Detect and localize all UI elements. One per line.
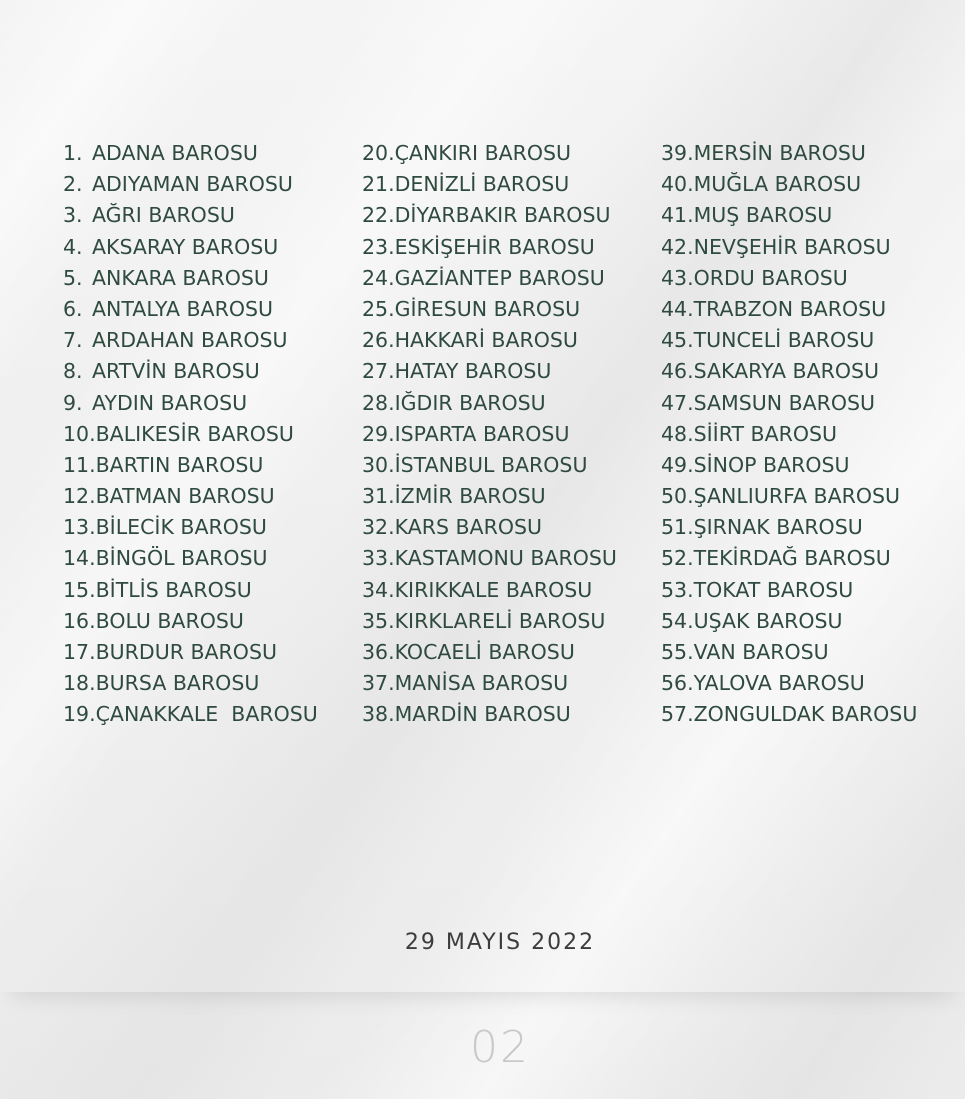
list-item-name: BİTLİS BAROSU: [95, 577, 252, 602]
list-item: [362, 512, 617, 543]
list-item-number: 34.: [362, 577, 395, 602]
list-item-name: BARTIN BAROSU: [95, 452, 264, 477]
list-item-number: 49.: [661, 452, 694, 477]
list-item-number: 7.: [63, 328, 83, 353]
list-item-number: 8.: [63, 359, 83, 384]
list-item-name: KASTAMONU BAROSU: [394, 546, 617, 571]
list-item-number: 5.: [63, 265, 83, 290]
list-item-number: 30.: [362, 452, 395, 477]
list-item-number: 1.: [63, 141, 83, 165]
list-item-name: GİRESUN BAROSU: [394, 296, 581, 321]
list-item-name: BOLU BAROSU: [95, 608, 244, 633]
list-item-name: BURSA BAROSU: [95, 671, 260, 696]
page-number: 02: [470, 1022, 530, 1073]
list-item: [661, 450, 917, 481]
list-column-1: [63, 138, 318, 731]
list-item: [362, 575, 617, 606]
list-item-number: 41.: [661, 203, 694, 228]
list-column-2: [362, 138, 617, 731]
list-item: [661, 606, 917, 637]
list-item-name: ORDU BAROSU: [693, 265, 848, 290]
list-item-name: ANKARA BAROSU: [92, 265, 269, 290]
list-item: [63, 450, 318, 481]
list-item-number: 12.: [63, 484, 96, 509]
list-item-name: ISPARTA BAROSU: [394, 421, 570, 446]
list-item-number: 31.: [362, 484, 395, 509]
list-item-name: DENİZLİ BAROSU: [394, 172, 570, 197]
list-item-name: IĞDIR BAROSU: [394, 390, 546, 415]
list-item-number: 20.: [362, 141, 395, 165]
list-item-name: ARDAHAN BAROSU: [92, 328, 288, 353]
list-column-3: [661, 138, 917, 731]
document-date: 29 MAYIS 2022: [404, 930, 596, 955]
list-item-number: 11.: [63, 452, 96, 477]
list-item-name: İSTANBUL BAROSU: [394, 452, 588, 477]
list-item: [362, 543, 617, 574]
list-item-name: HATAY BAROSU: [394, 359, 552, 384]
list-item-number: 42.: [661, 234, 694, 259]
list-item-number: 4.: [63, 234, 83, 259]
list-item: [661, 419, 917, 450]
list-item-name: HAKKARİ BAROSU: [394, 328, 578, 353]
list-item: [63, 481, 318, 512]
list-item-number: 18.: [63, 671, 96, 696]
list-item-number: 21.: [362, 172, 395, 197]
list-item: [362, 450, 617, 481]
list-item-number: 2.: [63, 172, 83, 197]
list-item: [362, 200, 617, 231]
list-item-number: 53.: [661, 577, 694, 602]
list-item: [63, 575, 318, 606]
list-item: [63, 232, 318, 263]
list-item: [362, 232, 617, 263]
list-item-name: AĞRI BAROSU: [92, 203, 235, 228]
list-item-name: GAZİANTEP BAROSU: [394, 265, 605, 290]
list-item-number: 6.: [63, 296, 83, 321]
list-item-number: 44.: [661, 296, 694, 321]
list-item-name: DİYARBAKIR BAROSU: [394, 203, 611, 228]
list-item-name: BİLECİK BAROSU: [95, 515, 267, 540]
list-item: [362, 294, 617, 325]
list-item-number: 54.: [661, 608, 694, 633]
list-item-name: TOKAT BAROSU: [693, 577, 854, 602]
list-item: [362, 138, 617, 169]
list-item-number: 55.: [661, 640, 694, 664]
list-item: [661, 699, 917, 730]
list-item: [362, 419, 617, 450]
list-item: [63, 263, 318, 294]
list-item: [63, 668, 318, 699]
list-item: [661, 263, 917, 294]
list-item-number: 25.: [362, 296, 395, 321]
list-item-name: ADIYAMAN BAROSU: [92, 172, 293, 197]
list-item-number: 13.: [63, 515, 96, 540]
list-item-number: 38.: [362, 702, 395, 727]
list-item-number: 33.: [362, 546, 395, 571]
list-item-number: 47.: [661, 390, 694, 415]
list-item-name: KOCAELİ BAROSU: [394, 640, 575, 664]
list-item-name: AYDIN BAROSU: [92, 390, 248, 415]
list-item-name: ÇANKIRI BAROSU: [394, 141, 572, 165]
list-item: [63, 419, 318, 450]
list-item: [661, 512, 917, 543]
list-item-number: 19.: [63, 702, 96, 727]
list-item-name: BALIKESİR BAROSU: [95, 421, 294, 446]
list-item-name: SAKARYA BAROSU: [693, 359, 880, 384]
list-item-name: SİİRT BAROSU: [693, 421, 837, 446]
list-item: [661, 138, 917, 169]
list-item-number: 35.: [362, 608, 395, 633]
list-item: [362, 668, 617, 699]
list-item-number: 22.: [362, 203, 395, 228]
list-item: [661, 668, 917, 699]
list-item: [63, 294, 318, 325]
list-item-name: ÇANAKKALE BAROSU: [95, 702, 318, 727]
list-item-name: AKSARAY BAROSU: [92, 234, 279, 259]
list-item-number: 36.: [362, 640, 395, 664]
list-item-number: 24.: [362, 265, 395, 290]
list-item-number: 23.: [362, 234, 395, 259]
list-item-name: BİNGÖL BAROSU: [95, 546, 268, 571]
list-item-name: TRABZON BAROSU: [693, 296, 887, 321]
list-item-name: ANTALYA BAROSU: [92, 296, 273, 321]
list-item-number: 27.: [362, 359, 395, 384]
list-item-number: 32.: [362, 515, 395, 540]
list-item: [661, 481, 917, 512]
list-item-number: 17.: [63, 640, 96, 664]
list-item: [362, 263, 617, 294]
list-item-name: BURDUR BAROSU: [95, 640, 277, 664]
list-item: [661, 169, 917, 200]
list-item-name: YALOVA BAROSU: [693, 671, 865, 696]
list-item-number: 28.: [362, 390, 395, 415]
list-item: [661, 325, 917, 356]
list-item-name: MARDİN BAROSU: [394, 702, 571, 727]
list-item-number: 57.: [661, 702, 694, 727]
list-item: [63, 543, 318, 574]
list-item: [362, 388, 617, 419]
list-item-name: ARTVİN BAROSU: [92, 359, 260, 384]
list-item: [362, 325, 617, 356]
list-item: [63, 138, 318, 169]
list-item-name: İZMİR BAROSU: [394, 484, 546, 509]
list-item-number: 40.: [661, 172, 694, 197]
list-item: [63, 606, 318, 637]
list-item: [661, 200, 917, 231]
list-item-number: 43.: [661, 265, 694, 290]
list-item: [362, 699, 617, 730]
list-item: [661, 232, 917, 263]
list-item-name: VAN BAROSU: [693, 640, 829, 664]
list-item-name: ŞANLIURFA BAROSU: [693, 484, 901, 509]
list-item-name: KIRIKKALE BAROSU: [394, 577, 593, 602]
list-item-name: ESKİŞEHİR BAROSU: [394, 234, 595, 259]
list-item: [661, 637, 917, 668]
list-item-name: ADANA BAROSU: [92, 141, 258, 165]
list-item-name: SİNOP BAROSU: [693, 452, 850, 477]
list-item: [362, 481, 617, 512]
list-item-number: 45.: [661, 328, 694, 353]
list-item: [661, 543, 917, 574]
list-item-number: 16.: [63, 608, 96, 633]
list-item-name: TEKİRDAĞ BAROSU: [693, 546, 891, 571]
list-item-number: 15.: [63, 577, 96, 602]
list-item-name: MUĞLA BAROSU: [693, 172, 862, 197]
list-item: [661, 575, 917, 606]
list-item: [362, 169, 617, 200]
list-item-name: ZONGULDAK BAROSU: [693, 702, 918, 727]
list-item-name: UŞAK BAROSU: [693, 608, 843, 633]
list-item-number: 9.: [63, 390, 83, 415]
list-item-number: 50.: [661, 484, 694, 509]
list-item-name: KARS BAROSU: [394, 515, 542, 540]
list-item-number: 39.: [661, 141, 694, 165]
list-item: [362, 356, 617, 387]
list-item-name: NEVŞEHİR BAROSU: [693, 234, 891, 259]
list-item: [661, 388, 917, 419]
list-item-number: 10.: [63, 421, 96, 446]
list-item-name: MUŞ BAROSU: [693, 203, 833, 228]
list-item-name: SAMSUN BAROSU: [693, 390, 876, 415]
list-item: [63, 637, 318, 668]
list-item: [63, 699, 318, 730]
list-item-name: ŞIRNAK BAROSU: [693, 515, 863, 540]
list-item: [63, 325, 318, 356]
list-item-number: 14.: [63, 546, 96, 571]
list-item-number: 3.: [63, 203, 83, 228]
list-item-name: TUNCELİ BAROSU: [693, 328, 875, 353]
list-item-name: MERSİN BAROSU: [693, 141, 866, 165]
list-item: [63, 169, 318, 200]
list-item-number: 46.: [661, 359, 694, 384]
list-item-name: MANİSA BAROSU: [394, 671, 569, 696]
list-item-number: 29.: [362, 421, 395, 446]
list-item: [362, 637, 617, 668]
list-item-number: 51.: [661, 515, 694, 540]
list-item-name: KIRKLARELİ BAROSU: [394, 608, 606, 633]
list-item-number: 26.: [362, 328, 395, 353]
list-item-name: BATMAN BAROSU: [95, 484, 275, 509]
list-item: [63, 388, 318, 419]
list-item: [362, 606, 617, 637]
list-item: [661, 356, 917, 387]
list-item: [63, 200, 318, 231]
list-item: [63, 512, 318, 543]
list-item-number: 37.: [362, 671, 395, 696]
list-item: [63, 356, 318, 387]
list-item-number: 56.: [661, 671, 694, 696]
list-item-number: 48.: [661, 421, 694, 446]
list-item: [661, 294, 917, 325]
list-item-number: 52.: [661, 546, 694, 571]
